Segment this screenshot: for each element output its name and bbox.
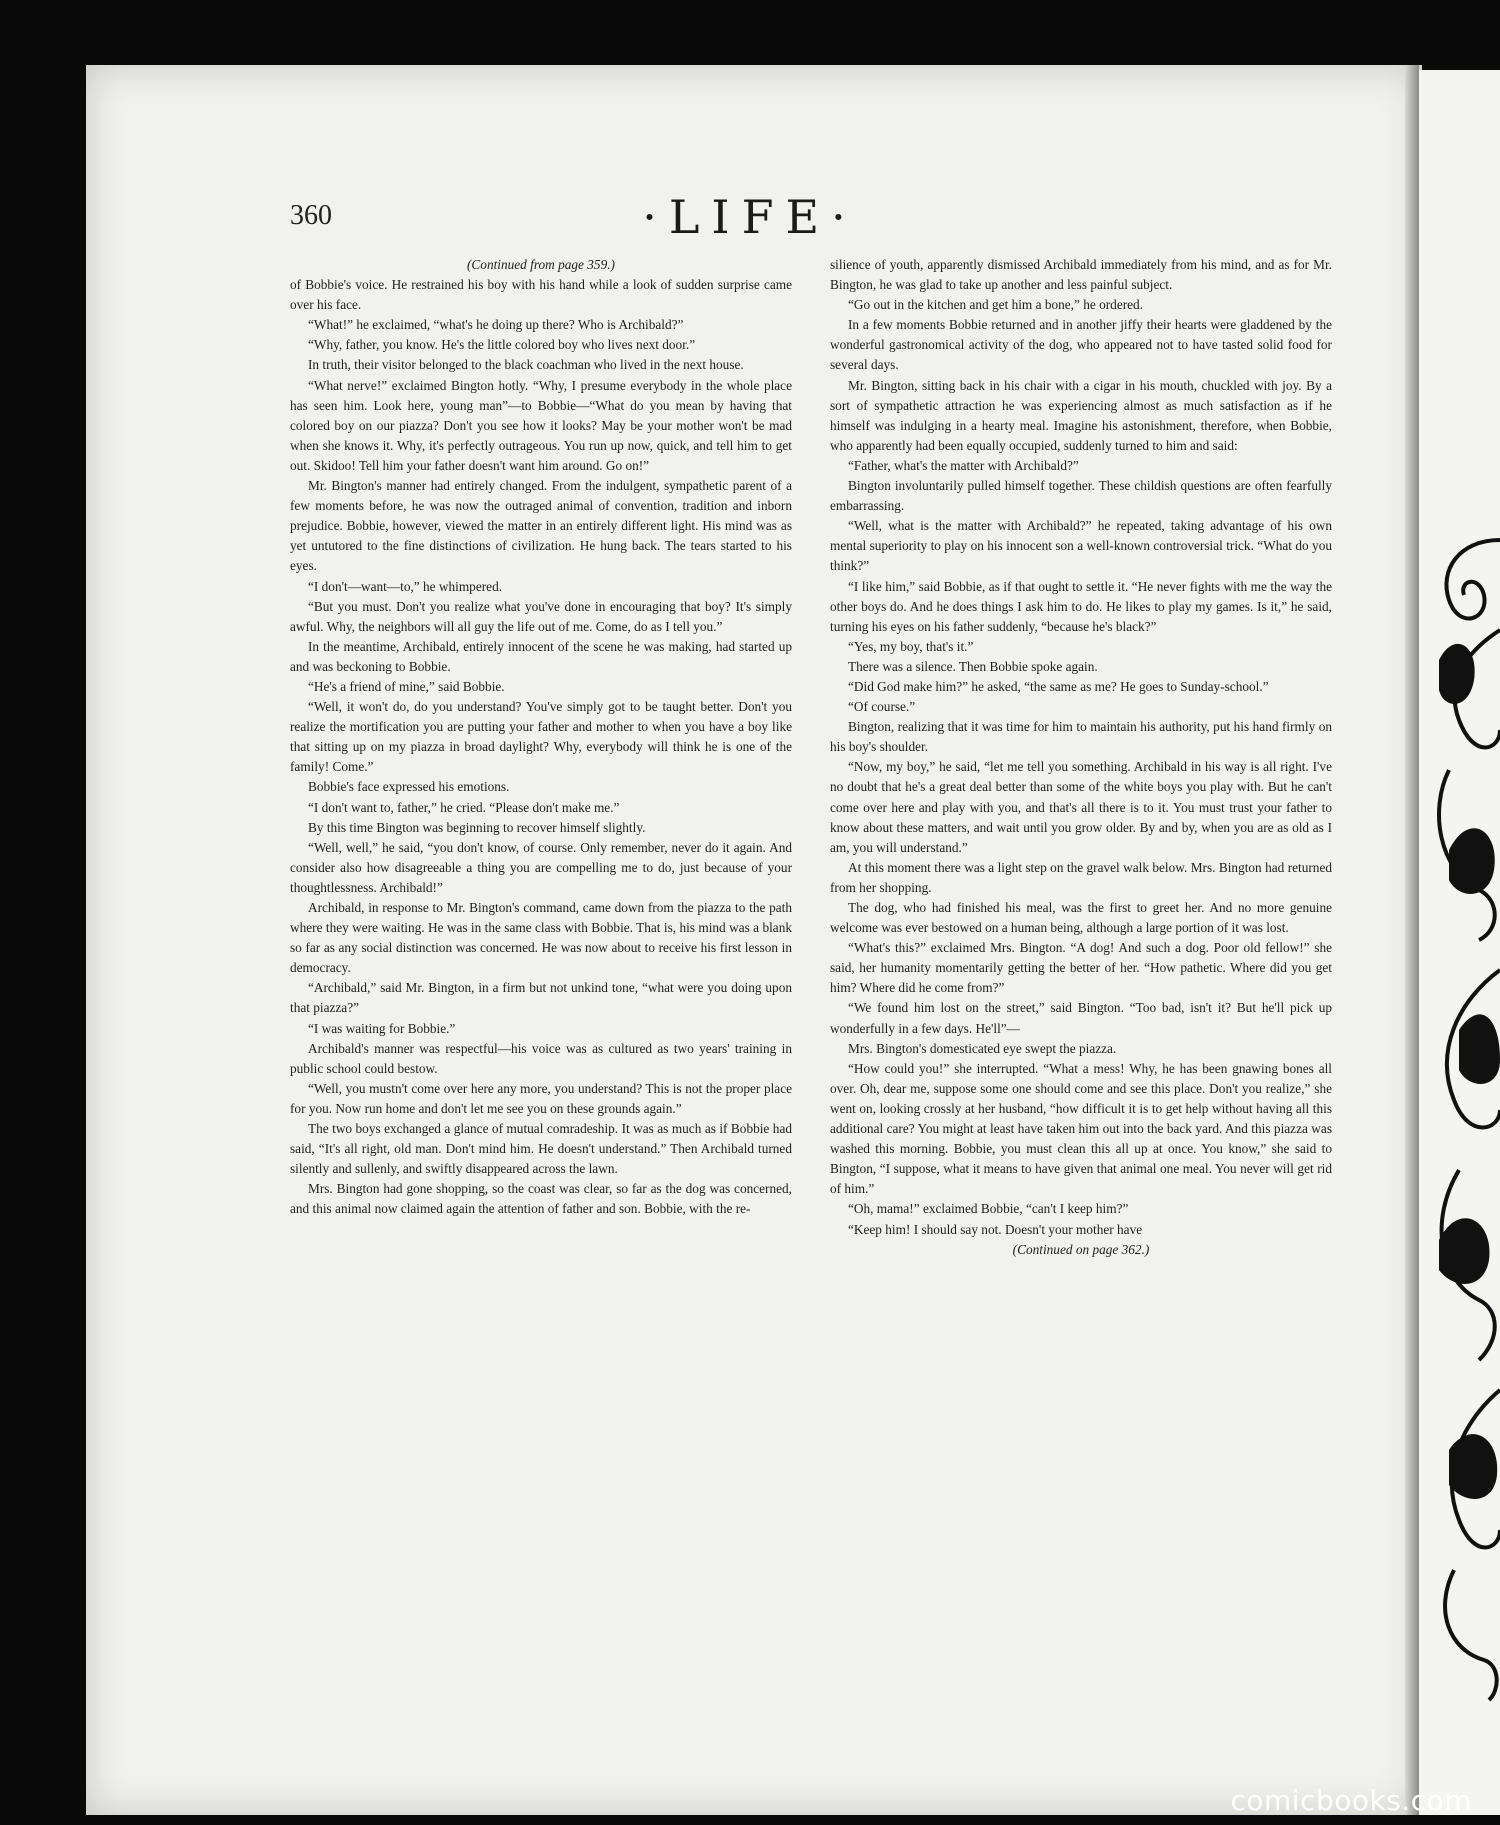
paragraph: “Archibald,” said Mr. Bington, in a firm but not unkind tone, “what were you doing upon that piazza?” <box>290 980 792 1016</box>
paragraph: “I like him,” said Bobbie, as if that ought to settle it. “He never fights with me the way the other boys do. And he does things I ask him to do. He likes to play my games. Is it,” he said, turning his eyes on his father suddenly, “because he's black?” <box>830 578 1332 634</box>
paragraph: In truth, their visitor belonged to the black coachman who lived in the next house. <box>308 357 744 373</box>
paragraph: “Oh, mama!” exclaimed Bobbie, “can't I keep him?” <box>848 1201 1129 1217</box>
paragraph: “Keep him! I should say not. Doesn't your mother have <box>848 1221 1143 1237</box>
paragraph: “How could you!” she interrupted. “What a mess! Why, he has been gnawing bones all over. Oh, dear me, suppose some one should come and see this place. Don't you realize,” she went on, looking crossly at her husband, “how difficult it is to get help without having all this additional care? You might at least have taken him out into the back yard. And this piazza was washed this morning. Bobbie, you must clean this all up at once. You know,” she said to Bington, “I suppose, what it means to have given that animal one meal. You never will get rid of him.” <box>830 1060 1332 1197</box>
paragraph: In the meantime, Archibald, entirely innocent of the scene he was making, had started up and was beckoning to Bobbie. <box>290 638 792 674</box>
paragraph: The dog, who had finished his meal, was the first to greet her. And no more genuine welcome was ever bestowed on a human being, although a large portion of it was lost. <box>830 900 1332 936</box>
right-column <box>830 255 1332 1260</box>
paragraph: “Well, it won't do, do you understand? You've simply got to be taught better. Don't you realize the mortification you are putting your father and mother to when you have a boy like that sitting up on my piazza in broad daylight? Why, everybody will think he is one of the family! Come.” <box>290 699 792 775</box>
page-gutter <box>1405 65 1419 1815</box>
paragraph: “Of course.” <box>848 699 916 715</box>
paragraph: Mrs. Bington's domesticated eye swept the piazza. <box>848 1040 1117 1056</box>
paragraph: “What's this?” exclaimed Mrs. Bington. “A dog! And such a dog. Poor old fellow!” she said, her humanity momentarily getting the better of her. “How pathetic. Where did you get him? Where did he come from?” <box>830 940 1332 996</box>
continued-on-note: (Continued on page 362.) <box>1012 1241 1150 1257</box>
paragraph: Mrs. Bington had gone shopping, so the coast was clear, so far as the dog was concerned, and this animal now claimed again the attention of father and son. Bobbie, with the re- <box>290 1181 792 1217</box>
paragraph: “Go out in the kitchen and get him a bone,” he ordered. <box>848 297 1144 313</box>
paragraph: At this moment there was a light step on the gravel walk below. Mrs. Bington had returned from her shopping. <box>830 859 1332 895</box>
paragraph: “Now, my boy,” he said, “let me tell you something. Archibald in his way is all right. I've no doubt that he's a great deal better than some of the white boys you play with. But he can't come over here and play with you, and that's all there is to it. You must trust your father to know about these matters, and wait until you grow older. By and by, when you are as old as I am, you will understand.” <box>830 759 1332 855</box>
paragraph: “He's a friend of mine,” said Bobbie. <box>308 678 505 694</box>
magazine-masthead: ·LIFE· <box>642 190 858 244</box>
paragraph: “Yes, my boy, that's it.” <box>848 638 974 654</box>
paragraph: Bington, realizing that it was time for him to maintain his authority, put his hand firmly on his boy's shoulder. <box>830 719 1332 755</box>
scroll-ornament-icon <box>1419 70 1500 1815</box>
site-watermark: comicbooks.com <box>1230 1784 1472 1817</box>
paragraph: “Did God make him?” he asked, “the same as me? He goes to Sunday-school.” <box>848 678 1269 694</box>
paragraph: Mr. Bington, sitting back in his chair with a cigar in his mouth, chuckled with joy. By a sort of sympathetic attraction he was experiencing almost as much satisfaction as if he himself was indulging in a hearty meal. Imagine his astonishment, therefore, when Bobbie, who apparently had been equally occupied, suddenly turned to him and said: <box>830 377 1332 453</box>
paragraph: “Well, you mustn't come over here any more, you understand? This is not the proper place for you. Now run home and don't let me see you on these grounds again.” <box>290 1080 792 1116</box>
paragraph: Bington involuntarily pulled himself together. These childish questions are often fearfully embarrassing. <box>830 478 1332 514</box>
paragraph: Archibald, in response to Mr. Bington's command, came down from the piazza to the path where they were waiting. He was in the same class with Bobbie. That is, his mind was a blank so far as any social distinction was concerned. He was now about to receive his first lesson in democracy. <box>290 900 792 976</box>
paragraph: By this time Bington was beginning to recover himself slightly. <box>308 819 646 835</box>
paragraph: “What nerve!” exclaimed Bington hotly. “Why, I presume everybody in the whole place has seen him. Look here, young man”—to Bobbie—“What do you mean by having that colored boy on our piazza? Don't you see how it looks? May be your mother won't be mad when she knows it. Why, it's perfectly outrageous. You run up now, quick, and tell him to get out. Skidoo! Tell him your father doesn't want him around. Go on!” <box>290 377 792 473</box>
paragraph: “I don't want to, father,” he cried. “Please don't make me.” <box>308 799 620 815</box>
paragraph: “What!” he exclaimed, “what's he doing up there? Who is Archibald?” <box>308 317 684 333</box>
page-number: 360 <box>290 200 332 231</box>
paragraph: “I don't—want—to,” he whimpered. <box>308 578 503 594</box>
paragraph: of Bobbie's voice. He restrained his boy with his hand while a look of sudden surprise came over his face. <box>290 277 792 313</box>
paragraph: “But you must. Don't you realize what you've done in encouraging that boy? It's simply awful. Why, the neighbors will all guy the life out of me. Come, do as I tell you.” <box>290 598 792 634</box>
paragraph: Mr. Bington's manner had entirely changed. From the indulgent, sympathetic parent of a few moments before, he was now the outraged animal of convention, tradition and inborn prejudice. Bobbie, however, viewed the matter in an entirely different light. His mind was as yet untutored to the fine distinctions of civilization. He hung back. The tears started to his eyes. <box>290 478 792 574</box>
paragraph: “Father, what's the matter with Archibald?” <box>848 457 1079 473</box>
paragraph: silience of youth, apparently dismissed Archibald immediately from his mind, and as for Mr. Bington, he was glad to take up another and less painful subject. <box>830 257 1332 293</box>
left-column <box>290 255 792 1220</box>
paragraph: There was a silence. Then Bobbie spoke again. <box>848 658 1098 674</box>
facing-page <box>1419 70 1500 1815</box>
paragraph: In a few moments Bobbie returned and in another jiffy their hearts were gladdened by the wonderful gastronomical activity of the dog, who appeared not to have tasted solid food for several days. <box>830 317 1332 373</box>
paragraph: Bobbie's face expressed his emotions. <box>308 779 510 795</box>
continued-from-note: (Continued from page 359.) <box>467 257 615 272</box>
paragraph: The two boys exchanged a glance of mutual comradeship. It was as much as if Bobbie had said, “It's all right, old man. Don't mind him. He doesn't understand.” Then Archibald turned silently and sullenly, and swiftly disappeared across the lawn. <box>290 1121 792 1177</box>
paragraph: “I was waiting for Bobbie.” <box>308 1020 456 1036</box>
paragraph: Archibald's manner was respectful—his voice was as cultured as two years' training in public school could bestow. <box>290 1040 792 1076</box>
paragraph: “Why, father, you know. He's the little colored boy who lives next door.” <box>308 337 696 353</box>
paragraph: “We found him lost on the street,” said Bington. “Too bad, isn't it? But he'll pick up wonderfully in a few days. He'll”— <box>830 1000 1332 1036</box>
paragraph: “Well, well,” he said, “you don't know, of course. Only remember, never do it again. And consider also how disagreeable a thing you are compelling me to do, just because of your thoughtlessness. Archibald!” <box>290 839 792 895</box>
paragraph: “Well, what is the matter with Archibald?” he repeated, taking advantage of his own mental superiority to play on his innocent son a well-known controversial trick. “What do you think?” <box>830 518 1332 574</box>
